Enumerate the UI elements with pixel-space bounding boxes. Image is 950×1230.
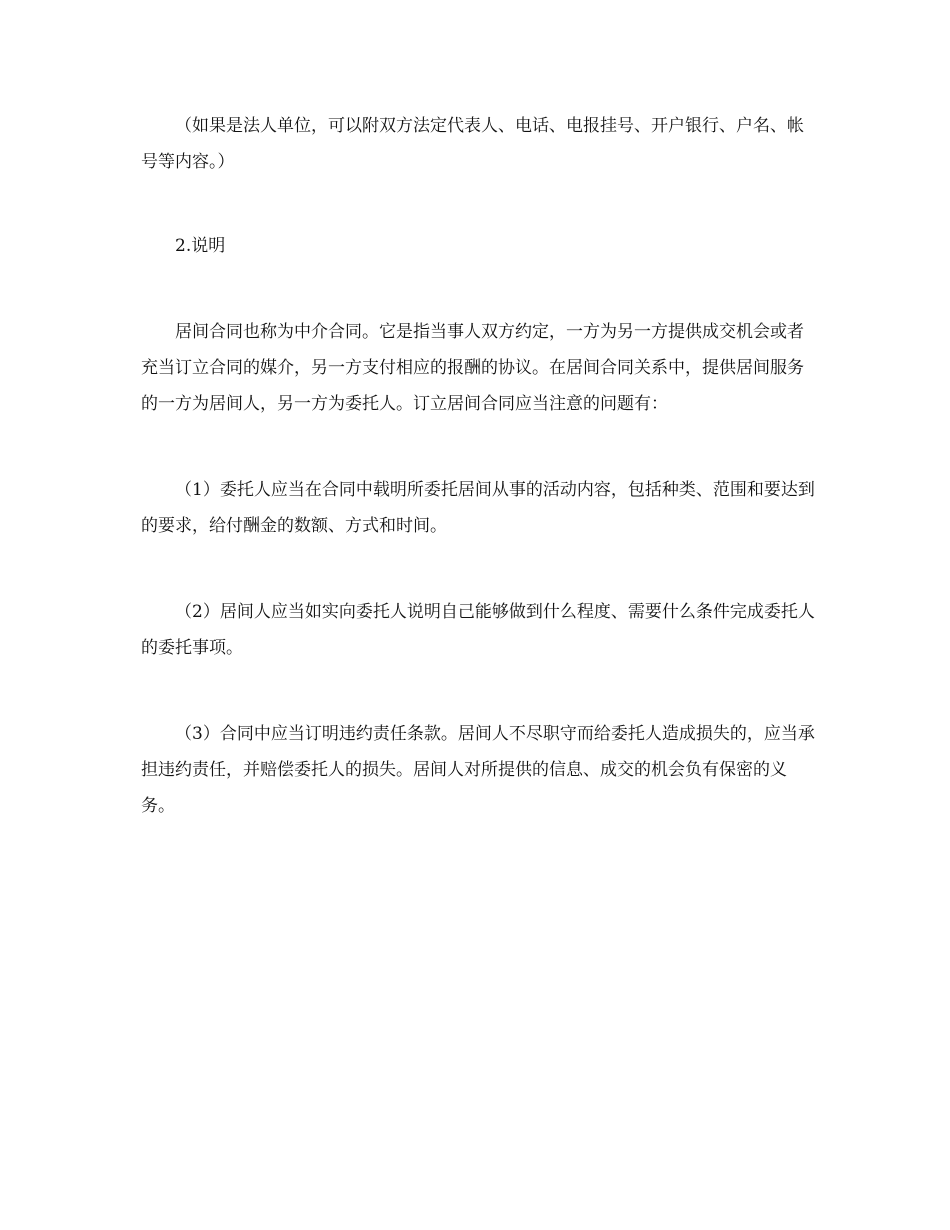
list-item-1: （1）委托人应当在合同中载明所委托居间从事的活动内容，包括种类、范围和要达到的要求，给付酬金的数额、方式和时间。 [141, 480, 815, 536]
section-heading: 2.说明 [175, 236, 226, 256]
list-item-3: （3）合同中应当订明违约责任条款。居间人不尽职守而给委托人造成损失的，应当承担违约责任，并赔偿委托人的损失。居间人对所提供的信息、成交的机会负有保密的义务。 [141, 724, 815, 816]
intro-paragraph: 居间合同也称为中介合同。它是指当事人双方约定，一方为另一方提供成交机会或者充当订立合同的媒介，另一方支付相应的报酬的协议。在居间合同关系中，提供居间服务的一方为居间人，另一方为委托人。订立居间合同应当注意的问题有： [141, 322, 804, 414]
legal-entity-note: （如果是法人单位，可以附双方法定代表人、电话、电报挂号、开户银行、户名、帐号等内容。） [141, 116, 804, 172]
list-item-2: （2）居间人应当如实向委托人说明自己能够做到什么程度、需要什么条件完成委托人的委托事项。 [141, 602, 815, 658]
